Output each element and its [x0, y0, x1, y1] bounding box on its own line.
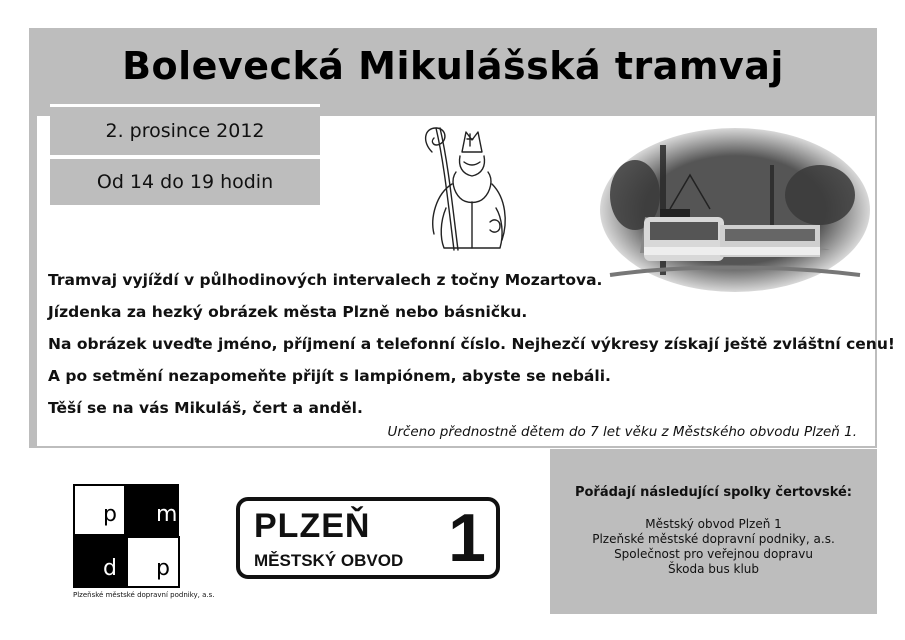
- pmdp-letter: p: [156, 556, 170, 581]
- pmdp-cell-border: [126, 536, 180, 588]
- organizers-panel: [550, 449, 877, 614]
- pmdp-logo: [73, 484, 180, 588]
- pmdp-letter: d: [103, 556, 117, 581]
- plzen-1-logo: [236, 497, 500, 579]
- info-line-3: Na obrázek uveďte jméno, příjmení a telefonní číslo. Nejhezčí výkresy získají ještě zvláštní cenu!: [48, 335, 895, 353]
- info-line-1: Tramvaj vyjíždí v půlhodinových intervalech z točny Mozartova.: [48, 271, 603, 289]
- plzen-logo-subtitle: MĚSTSKÝ OBVOD: [254, 551, 404, 570]
- plzen-logo-number: 1: [448, 500, 486, 576]
- pmdp-letter: m: [156, 502, 178, 527]
- list-item: Plzeňské městské dopravní podniky, a.s.: [592, 532, 835, 546]
- list-item: Městský obvod Plzeň 1: [645, 517, 782, 531]
- pmdp-caption: Plzeňské městské dopravní podniky, a.s.: [73, 591, 215, 599]
- pmdp-letter: p: [103, 502, 117, 527]
- info-text: [48, 266, 895, 426]
- organizers-list: [550, 517, 877, 577]
- info-line-5: Těší se na vás Mikuláš, čert a anděl.: [48, 399, 363, 417]
- plzen-logo-title: PLZEŇ: [254, 507, 371, 545]
- list-item: Společnost pro veřejnou dopravu: [614, 547, 813, 561]
- date-badge: 2. prosince 2012: [50, 104, 320, 155]
- age-note: Určeno přednostně dětem do 7 let věku z Městského obvodu Plzeň 1.: [387, 424, 857, 440]
- page-title: Bolevecká Mikulášská tramvaj: [122, 44, 784, 88]
- saint-nicholas-icon: [414, 122, 514, 252]
- info-line-2: Jízdenka za hezký obrázek města Plzně nebo básničku.: [48, 303, 528, 321]
- list-item: Škoda bus klub: [667, 562, 760, 576]
- organizers-heading: Pořádají následující spolky čertovské:: [574, 485, 853, 500]
- info-line-4: A po setmění nezapomeňte přijít s lampiónem, abyste se nebáli.: [48, 367, 611, 385]
- pmdp-cell-border: [73, 484, 126, 536]
- time-badge: Od 14 do 19 hodin: [50, 156, 320, 205]
